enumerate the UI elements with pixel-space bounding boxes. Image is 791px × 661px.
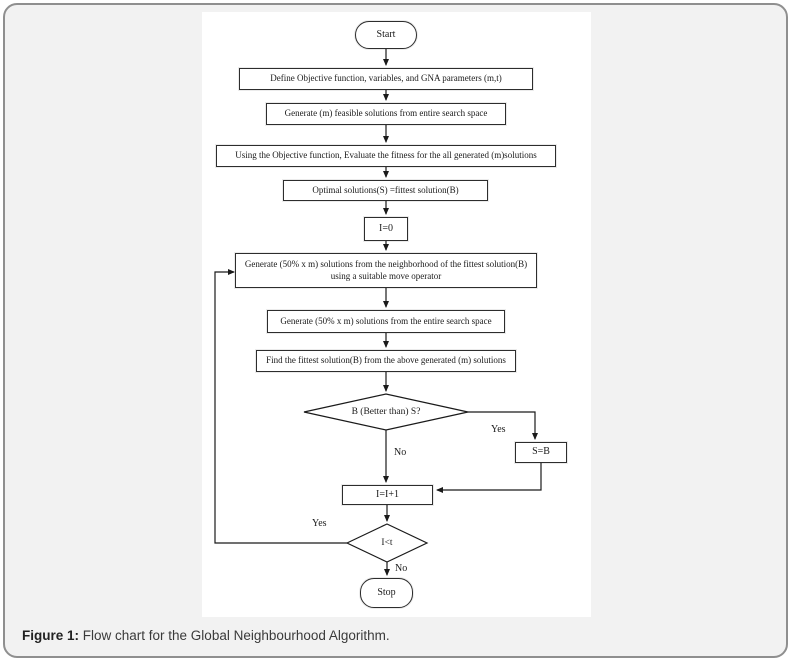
flow-decision-iterations: I<t [381, 538, 393, 548]
flow-node-stop: Stop [360, 578, 413, 608]
flow-node-optimal-solution: Optimal solutions(S) =fittest solution(B) [283, 180, 488, 201]
flow-node-start: Start [355, 21, 417, 49]
flow-node-generate-neighborhood [235, 253, 537, 288]
edge-label-better-yes: Yes [491, 424, 506, 435]
flow-node-assign-sb: S=B [515, 442, 567, 463]
flow-node-evaluate-fitness: Using the Objective function, Evaluate the fitness for the all generated (m)solutions [216, 145, 556, 167]
flow-node-init-counter: I=0 [364, 217, 408, 241]
neighborhood-line2: using a suitable move operator [330, 270, 442, 281]
flow-node-generate-entire: Generate (50% x m) solutions from the entire search space [267, 310, 505, 333]
flow-node-generate-feasible: Generate (m) feasible solutions from entire search space [266, 103, 506, 125]
edge-label-loop-no: No [395, 563, 408, 574]
neighborhood-line1: Generate (50% x m) solutions from the neighborhood of the fittest solution(B) [244, 259, 528, 270]
flow-node-define-parameters: Define Objective function, variables, and GNA parameters (m,t) [239, 68, 533, 90]
flow-node-find-fittest: Find the fittest solution(B) from the above generated (m) solutions [256, 350, 516, 372]
figure-caption-label: Figure 1: [22, 628, 80, 643]
edge-label-better-no: No [394, 447, 407, 458]
figure-caption [22, 628, 390, 643]
figure-caption-text: Flow chart for the Global Neighbourhood Algorithm. [79, 628, 390, 643]
flow-decision-better: B (Better than) S? [351, 407, 421, 417]
edge-label-loop-yes: Yes [312, 518, 327, 529]
flow-node-increment-counter: I=I+1 [342, 485, 433, 505]
